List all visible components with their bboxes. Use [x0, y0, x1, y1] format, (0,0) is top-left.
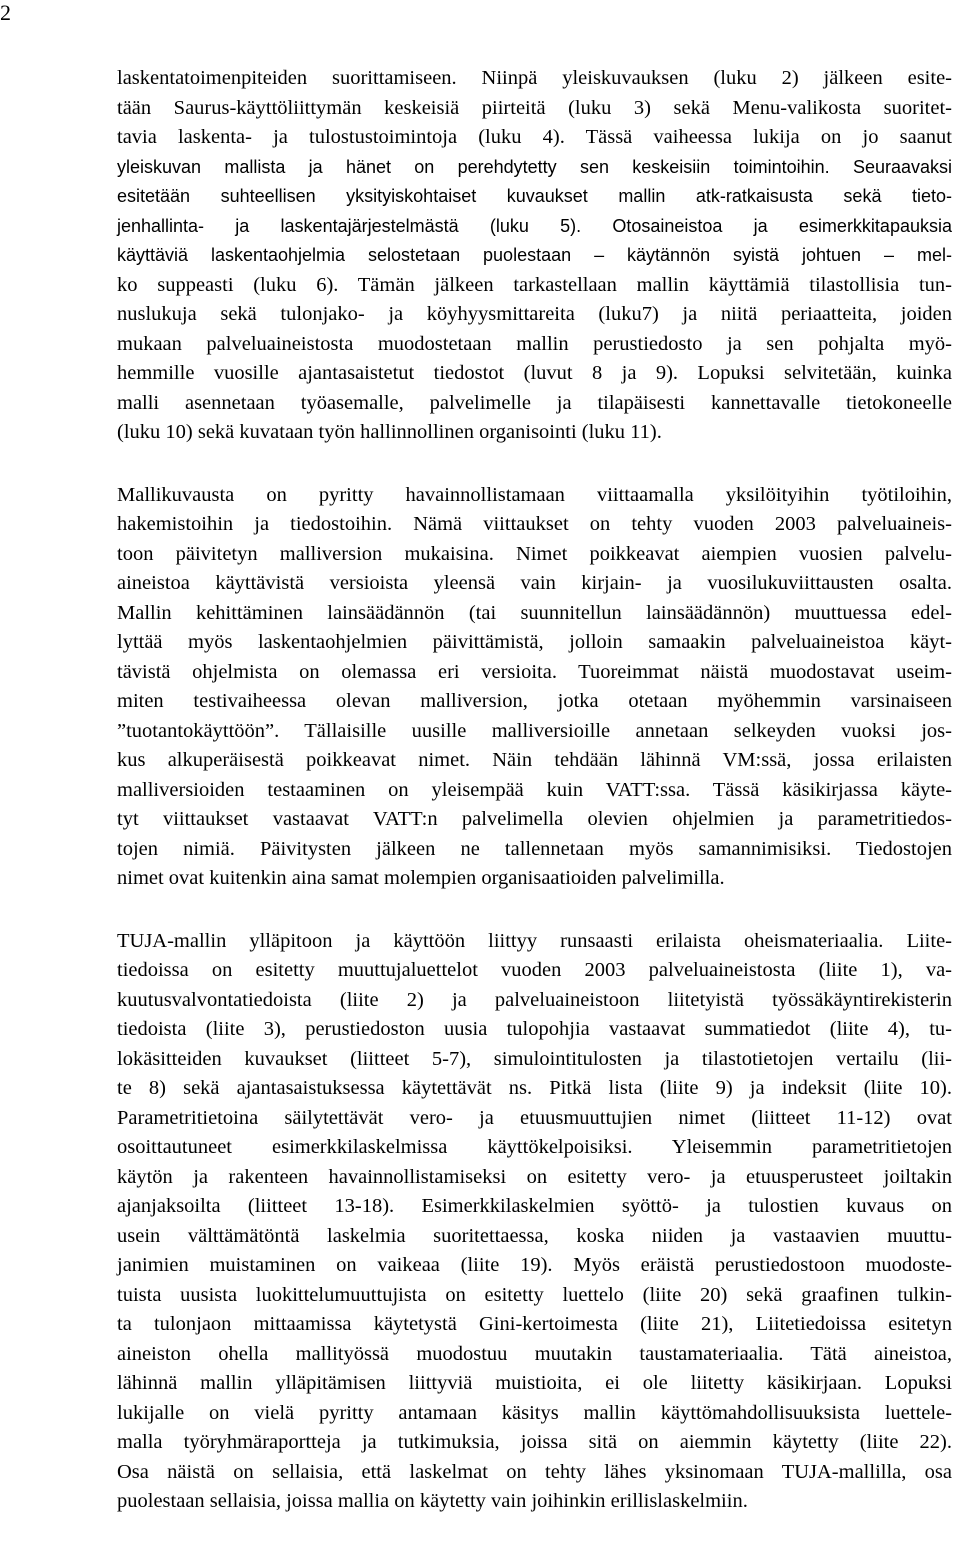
- text-line: tyt viittaukset vastaavat VATT:n palvelimella olevien ohjelmien ja parametritiedos-: [117, 808, 952, 830]
- text-line: tavia laskenta- ja tulostustoimintoja (luku 4). Tässä vaiheessa lukija on jo saanut: [117, 126, 952, 148]
- text-line: ”tuotantokäyttöön”. Tällaisille uusille malliversioille annetaan selkeyden vuoksi jos-: [117, 719, 952, 742]
- text-line: malliversioiden testaaminen on yleisempää kuin VATT:ssa. Tässä käsikirjassa käyte-: [117, 778, 952, 801]
- text-line: laskentatoimenpiteiden suorittamiseen. Niinpä yleiskuvauksen (luku 2) jälkeen esite-: [117, 67, 952, 89]
- text-line: mukaan palveluaineistosta muodostetaan mallin perustiedosto ja sen pohjalta myö-: [117, 332, 952, 355]
- text-line: usein välttämätöntä laskelmia suoritettaessa, koska niiden ja vastaavien muuttu-: [117, 1224, 952, 1247]
- text-line: te 8) sekä ajantasaistuksessa käytettävät ns. Pitkä lista (liite 9) ja indeksit (liite 10).: [117, 1077, 952, 1099]
- text-line: nimet ovat kuitenkin aina samat molempien organisaatioiden palvelimilla.: [117, 867, 725, 889]
- text-line: (luku 10) sekä kuvataan työn hallinnollinen organisointi (luku 11).: [117, 421, 662, 443]
- text-line: hakemistoihin ja tiedostoihin. Nämä viittaukset on tehty vuoden 2003 palveluaineis-: [117, 513, 952, 535]
- text-line: tojen nimiä. Päivitysten jälkeen ne tallennetaan myös samannimisiksi. Tiedostojen: [117, 837, 952, 860]
- text-line: ajanjaksoilta (liitteet 13-18). Esimerkkilaskelmien syöttö- ja tulostien kuvaus on: [117, 1195, 952, 1217]
- page-number: 2: [0, 0, 11, 25]
- text-line: hemmille vuosille ajantasaistetut tiedostot (luvut 8 ja 9). Lopuksi selvitetään, kuinka: [117, 362, 952, 384]
- text-line: kus alkuperäisestä poikkeavat nimet. Näin tehdään lähinnä VM:ssä, jossa erilaisten: [117, 749, 952, 771]
- text-line: janimien muistaminen on vaikeaa (liite 19). Myös eräistä perustiedostoon muodoste-: [117, 1254, 952, 1276]
- text-line: jenhallinta- ja laskentajärjestelmästä (luku 5). Otosaineistoa ja esimerkkitapauksia: [117, 215, 952, 236]
- text-line: malli asennetaan työasemalle, palvelimelle ja tilapäisesti kannettavalle tietokoneelle: [117, 391, 952, 414]
- text-line: puolestaan sellaisia, joissa mallia on käytetty vain joihinkin erillislaskelmiin.: [117, 1490, 748, 1512]
- text-line: yleiskuvan mallista ja hänet on perehdytetty sen keskeisiin toimintoihin. Seuraavaksi: [117, 156, 952, 177]
- text-line: esitetään suhteellisen yksityiskohtaiset kuvaukset mallin atk-ratkaisusta sekä tieto-: [117, 186, 952, 206]
- text-line: käyttäviä laskentaohjelmia selostetaan puolestaan – käytännön syistä johtuen – mel-: [117, 245, 952, 265]
- text-line: aineistoa käyttävistä versioista yleensä vain kirjain- ja vuosilukuviittausten osalta.: [117, 572, 952, 594]
- text-line: lokäsitteiden kuvaukset (liitteet 5-7), simulointitulosten ja tilastotietojen vertailu (lii-: [117, 1047, 952, 1070]
- text-line: Parametritietoina säilytettävät vero- ja etuusmuuttujien nimet (liitteet 11-12) ovat: [117, 1106, 952, 1129]
- text-line: aineiston ohella mallityössä muodostuu muutakin taustamateriaalia. Tätä aineistoa,: [117, 1342, 952, 1365]
- text-line: Osa näistä on sellaisia, että laskelmat on tehty lähes yksinomaan TUJA-mallilla, osa: [117, 1460, 952, 1483]
- text-line: osoittautuneet esimerkkilaskelmissa käyttökelpoisiksi. Yleisemmin parametritietojen: [117, 1136, 952, 1158]
- text-line: tävistä ohjelmista on olemassa eri versioita. Tuoreimmat näistä muodostavat useim-: [117, 660, 952, 683]
- text-line: tuista uusista luokittelumuuttujista on esitetty luettelo (liite 20) sekä graafinen tulkin-: [117, 1283, 952, 1306]
- text-line: lukijalle on vielä pyritty antamaan käsitys mallin käyttömahdollisuuksista luettele-: [117, 1401, 952, 1424]
- text-line: kuutusvalvontatiedoista (liite 2) ja palveluaineistoon liitetyistä työssäkäyntirekisterin: [117, 988, 952, 1011]
- paragraph-2: [117, 481, 952, 894]
- text-line: miten testivaiheessa olevan malliversion, jotka otetaan myöhemmin varsinaiseen: [117, 690, 952, 712]
- text-line: malla työryhmäraportteja ja tutkimuksia, joissa sitä on aiemmin käytetty (liite 22).: [117, 1431, 952, 1453]
- text-line: lyttää myös laskentaohjelmien päivittämistä, jolloin samaakin palveluaineistoa käyt-: [117, 631, 952, 653]
- document-body: [117, 64, 952, 1550]
- text-line: nuslukuja sekä tulonjako- ja köyhyysmittareita (luku7) ja niitä periaatteita, joiden: [117, 303, 952, 325]
- text-line: lähinnä mallin ylläpitämisen liittyviä muistioita, ei ole liitetty käsikirjaan. Lopuksi: [117, 1372, 952, 1394]
- paragraph-1: [117, 64, 952, 448]
- text-line: tään Saurus-käyttöliittymän keskeisiä piirteitä (luku 3) sekä Menu-valikosta suoritet-: [117, 96, 952, 119]
- paragraph-3: [117, 927, 952, 1517]
- text-line: Mallin kehittäminen lainsäädännön (tai suunnitellun lainsäädännön) muuttuessa edel-: [117, 601, 952, 624]
- text-line: ko suppeasti (luku 6). Tämän jälkeen tarkastellaan mallin käyttämiä tilastollisia tun-: [117, 273, 952, 296]
- text-line: TUJA-mallin ylläpitoon ja käyttöön liittyy runsaasti erilaista oheismateriaalia. Liite-: [117, 929, 952, 952]
- text-line: ta tulonjaon mittaamissa käytetystä Gini-kertoimesta (liite 21), Liitetiedoissa esitetyn: [117, 1313, 952, 1335]
- text-line: käytön ja rakenteen havainnollistamiseksi on esitetty vero- ja etuusperusteet joiltakin: [117, 1165, 952, 1188]
- text-line: Mallikuvausta on pyritty havainnollistamaan viittaamalla yksilöityihin työtiloihin,: [117, 483, 952, 506]
- text-line: tiedoissa on esitetty muuttujaluettelot vuoden 2003 palveluaineistosta (liite 1), va-: [117, 959, 952, 981]
- text-line: tiedoista (liite 3), perustiedoston uusia tulopohjia vastaavat summatiedot (liite 4), tu-: [117, 1018, 952, 1040]
- text-line: toon päivitetyn malliversion mukaisina. Nimet poikkeavat aiempien vuosien palvelu-: [117, 542, 952, 565]
